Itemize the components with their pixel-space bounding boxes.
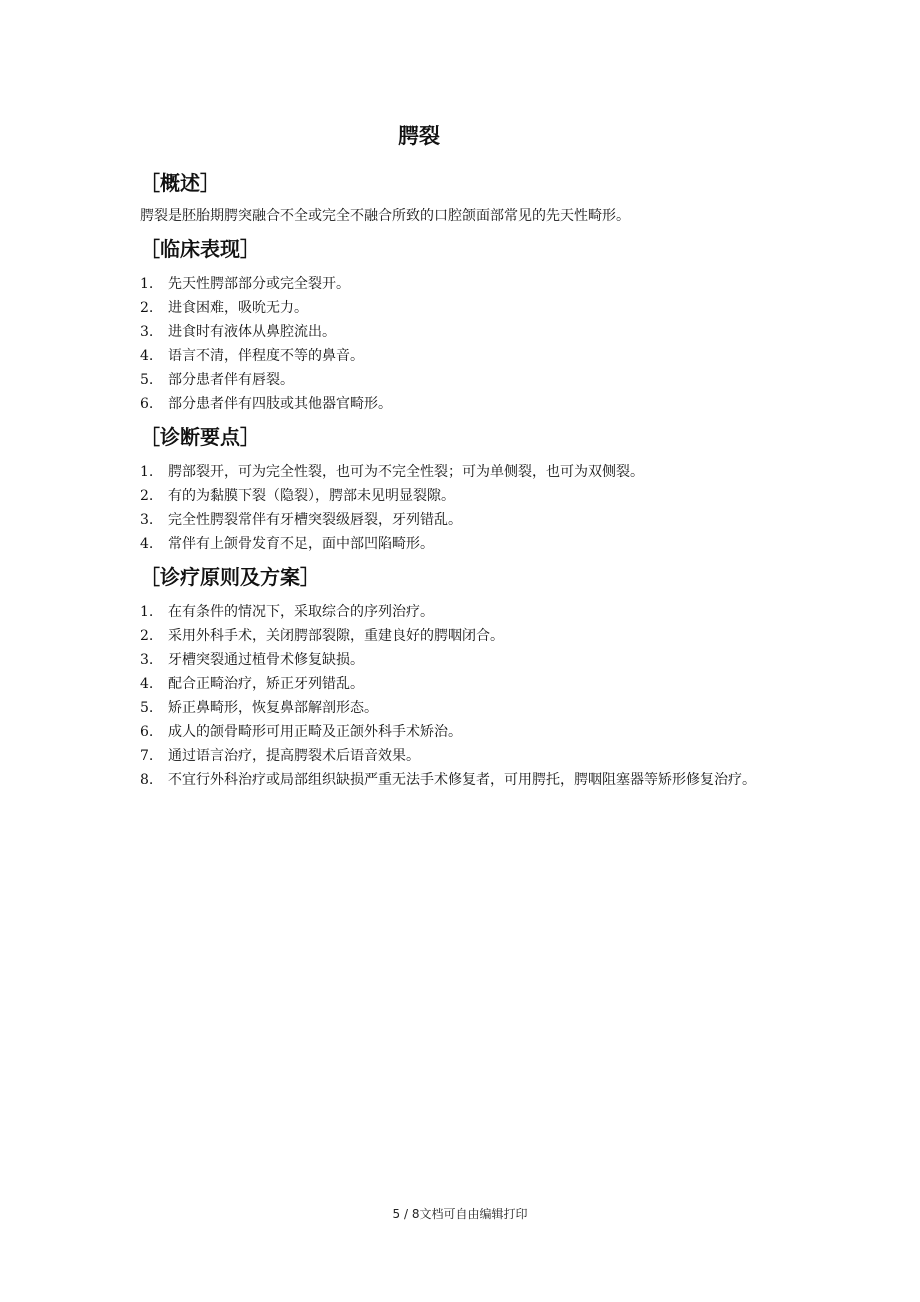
- section-heading-treatment: ［诊疗原则及方案］: [140, 565, 320, 589]
- list-number: 5.: [140, 372, 154, 388]
- list-item: [140, 392, 780, 416]
- list-text: 腭部裂开，可为完全性裂，也可为不完全性裂；可为单侧裂，也可为双侧裂。: [168, 464, 644, 480]
- list-number: 3.: [140, 324, 154, 340]
- list-number: 4.: [140, 536, 154, 552]
- list-number: 1.: [140, 276, 154, 292]
- list-text: 牙槽突裂通过植骨术修复缺损。: [168, 652, 364, 668]
- list-number: 6.: [140, 396, 154, 412]
- list-item: [140, 624, 780, 648]
- section-heading-clinical: ［临床表现］: [140, 237, 260, 261]
- list-item: [140, 320, 780, 344]
- section-heading-overview: ［概述］: [140, 171, 220, 195]
- list-text: 在有条件的情况下，采取综合的序列治疗。: [168, 604, 434, 620]
- list-number: 3.: [140, 512, 154, 528]
- list-item: [140, 296, 780, 320]
- list-number: 3.: [140, 652, 154, 668]
- list-item: [140, 648, 780, 672]
- list-number: 7.: [140, 748, 154, 764]
- list-item: [140, 744, 780, 768]
- list-number: 5.: [140, 700, 154, 716]
- list-text: 先天性腭部部分或完全裂开。: [168, 276, 350, 292]
- list-number: 2.: [140, 488, 154, 504]
- list-item: [140, 344, 780, 368]
- list-item: [140, 600, 780, 624]
- list-item: [140, 460, 780, 484]
- list-number: 8.: [140, 772, 154, 788]
- diagnosis-list: [140, 460, 780, 556]
- list-text: 有的为黏膜下裂（隐裂），腭部未见明显裂隙。: [168, 488, 455, 504]
- list-text: 成人的颌骨畸形可用正畸及正颌外科手术矫治。: [168, 724, 462, 740]
- list-number: 4.: [140, 348, 154, 364]
- list-item: [140, 272, 780, 296]
- list-item: [140, 508, 780, 532]
- list-item: [140, 696, 780, 720]
- treatment-list: [140, 600, 780, 792]
- page-title: 腭裂: [398, 124, 440, 148]
- list-text: 部分患者伴有唇裂。: [168, 372, 294, 388]
- list-number: 4.: [140, 676, 154, 692]
- list-text: 进食困难，吸吮无力。: [168, 300, 308, 316]
- overview-paragraph: 腭裂是胚胎期腭突融合不全或完全不融合所致的口腔颌面部常见的先天性畸形。: [140, 208, 630, 224]
- list-item: [140, 672, 780, 696]
- list-item: [140, 368, 780, 392]
- list-text: 常伴有上颌骨发育不足，面中部凹陷畸形。: [168, 536, 434, 552]
- document-body: [140, 168, 780, 798]
- list-item: [140, 720, 780, 744]
- list-number: 1.: [140, 464, 154, 480]
- list-text: 通过语言治疗，提高腭裂术后语音效果。: [168, 748, 420, 764]
- list-text: 进食时有液体从鼻腔流出。: [168, 324, 336, 340]
- list-item: [140, 532, 780, 556]
- list-text: 部分患者伴有四肢或其他器官畸形。: [168, 396, 392, 412]
- list-text: 配合正畸治疗，矫正牙列错乱。: [168, 676, 364, 692]
- list-text: 不宜行外科治疗或局部组织缺损严重无法手术修复者，可用腭托，腭咽阻塞器等矫形修复治疗。: [168, 772, 756, 788]
- list-text: 采用外科手术，关闭腭部裂隙，重建良好的腭咽闭合。: [168, 628, 504, 644]
- list-text: 完全性腭裂常伴有牙槽突裂级唇裂，牙列错乱。: [168, 512, 462, 528]
- list-text: 矫正鼻畸形，恢复鼻部解剖形态。: [168, 700, 378, 716]
- list-item: [140, 484, 780, 508]
- clinical-list: [140, 272, 780, 416]
- list-item: [140, 768, 780, 792]
- section-heading-diagnosis: ［诊断要点］: [140, 425, 260, 449]
- list-number: 2.: [140, 628, 154, 644]
- list-number: 2.: [140, 300, 154, 316]
- page-footer: 5 / 8文档可自由编辑打印: [392, 1207, 528, 1221]
- list-text: 语言不清，伴程度不等的鼻音。: [168, 348, 364, 364]
- list-number: 1.: [140, 604, 154, 620]
- list-number: 6.: [140, 724, 154, 740]
